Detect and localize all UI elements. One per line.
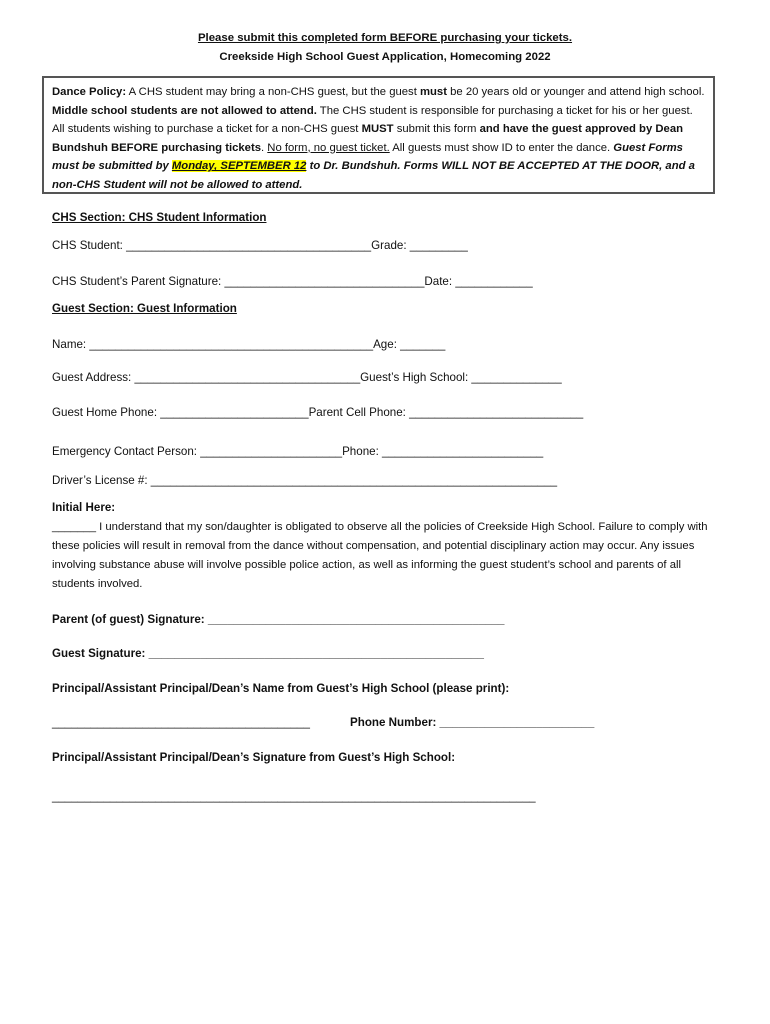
chs-student-field[interactable]: CHS Student: ______________________________________Grade: _________	[52, 239, 468, 252]
policy-middle-school: Middle school students are not allowed to attend.	[52, 104, 317, 117]
chs-parent-signature-field[interactable]: CHS Student’s Parent Signature: _______________________________Date: ____________	[52, 275, 533, 288]
parent-signature-field[interactable]: Parent (of guest) Signature: ______________________________________________	[52, 613, 505, 626]
policy-must: must	[419, 86, 447, 98]
initial-statement[interactable]: _______ I understand that my son/daughter is obligated to observe all the policies of Creekside High School. Failure to comply with these policies will result in removal from the dance without compensation, and potential disciplinary action may occur. Any issues involving substance abuse will involve possible police action, as well as informing the guest student’s school and parents of all students involved.	[52, 521, 708, 590]
principal-signature-label: Principal/Assistant Principal/Dean’s Signature from Guest’s High School:	[52, 751, 456, 764]
policy-text: be 20 years old or younger and attend high school.	[446, 86, 705, 98]
guest-phone-field[interactable]: Guest Home Phone: _______________________Parent Cell Phone: ___________________________	[52, 406, 584, 419]
phone-number-field[interactable]: Phone Number: ________________________	[350, 716, 595, 729]
policy-must-2: MUST	[361, 123, 394, 136]
header-line-2: Creekside High School Guest Application, Homecoming 2022	[219, 51, 551, 63]
guest-section-heading: Guest Section: Guest Information	[52, 302, 237, 315]
principal-name-label: Principal/Assistant Principal/Dean’s Name from Guest’s High School (please print):	[52, 682, 510, 695]
policy-text: A CHS student may bring a non-CHS guest, but the guest	[126, 86, 420, 98]
policy-deadline-date: Monday, SEPTEMBER 12	[171, 160, 307, 173]
policy-label: Dance Policy:	[52, 86, 127, 98]
policy-no-form: No form, no guest ticket.	[267, 141, 390, 154]
initial-heading: Initial Here:	[52, 501, 116, 514]
dance-policy-box	[42, 76, 715, 194]
guest-name-field[interactable]: Name: ____________________________________________Age: _______	[52, 338, 446, 351]
policy-text: .	[261, 141, 268, 154]
policy-approval: and have the guest approved by Dean Bundshuh BEFORE purchasing tickets	[52, 123, 684, 154]
principal-signature-line[interactable]: ___________________________________________________________________________	[52, 790, 536, 803]
policy-text: All guests must show ID to enter the dance.	[389, 141, 614, 154]
policy-text: The CHS student is responsible for purchasing a ticket for his or her guest. All students wishing to purchase a ticket for a non-CHS guest	[52, 104, 693, 136]
chs-section-heading: CHS Section: CHS Student Information	[52, 211, 267, 224]
emergency-contact-field[interactable]: Emergency Contact Person: ______________________Phone: _________________________	[52, 445, 544, 458]
principal-name-line[interactable]: ________________________________________	[52, 716, 310, 729]
drivers-license-field[interactable]: Driver’s License #: _______________________________________________________________	[52, 474, 558, 487]
guest-signature-field[interactable]: Guest Signature: ____________________________________________________	[52, 647, 484, 660]
header-line-1: Please submit this completed form BEFORE purchasing your tickets.	[197, 32, 573, 44]
guest-address-field[interactable]: Guest Address: ___________________________________Guest’s High School: ______________	[52, 371, 562, 384]
policy-deadline-intro: Guest Forms must be submitted by	[52, 141, 683, 173]
policy-text: submit this form	[393, 123, 480, 136]
policy-deadline-rest: to Dr. Bundshuh. Forms WILL NOT BE ACCEPTED AT THE DOOR, and a non-CHS Student will not be allowed to attend.	[52, 160, 695, 191]
